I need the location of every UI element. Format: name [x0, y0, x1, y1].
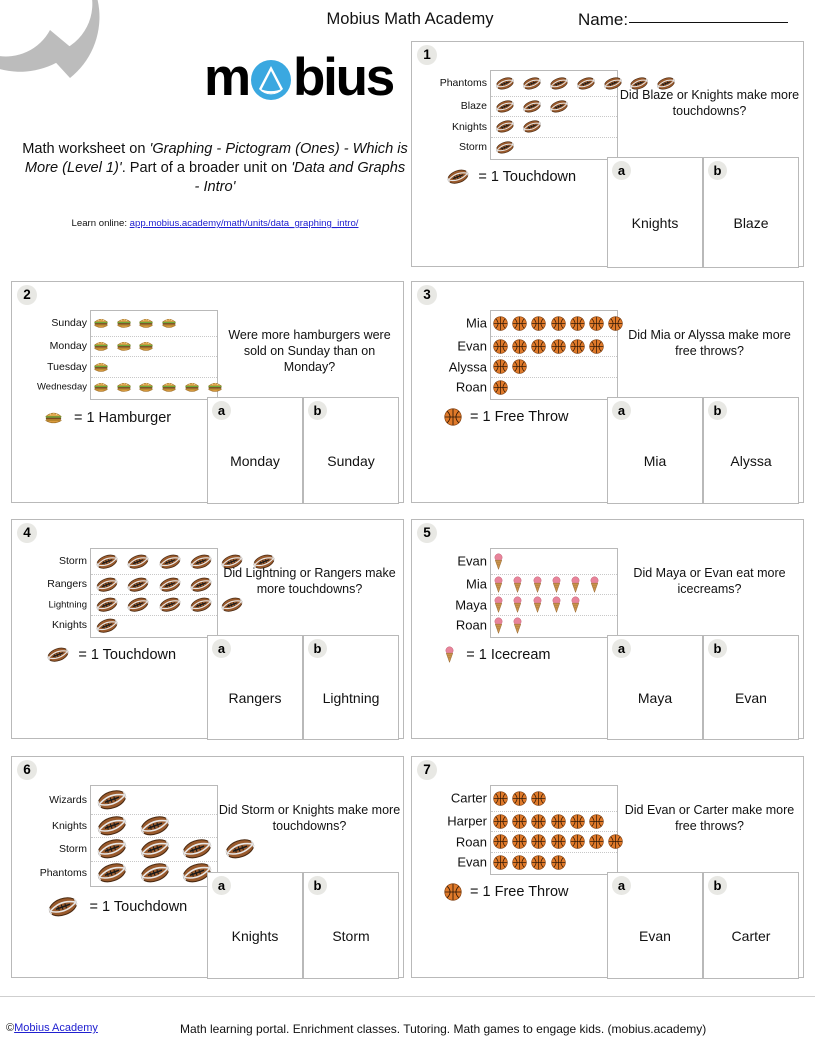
question-card-5	[411, 519, 804, 739]
basketball-icon	[493, 380, 508, 395]
answer-badge-b: b	[708, 161, 727, 180]
answer-option-b[interactable]	[703, 157, 799, 268]
basketball-icon	[512, 791, 527, 806]
pictogram-legend	[44, 895, 187, 919]
answer-badge-a: a	[612, 876, 631, 895]
desc-unit: 'Data and Graphs - Intro'	[194, 160, 406, 195]
basketball-icon	[589, 339, 604, 354]
pictogram-row-label: Wednesday	[37, 381, 87, 393]
basketball-icon	[512, 855, 527, 870]
football-icon	[520, 119, 544, 134]
answer-badge-a: a	[612, 401, 631, 420]
pictogram-row	[460, 96, 617, 117]
pictogram-row	[457, 549, 617, 574]
legend-text: = 1 Touchdown	[89, 898, 188, 915]
answer-option-a[interactable]	[607, 635, 703, 740]
answer-label: Mia	[643, 452, 667, 469]
football-icon	[178, 837, 216, 861]
answer-label: Alyssa	[730, 452, 772, 469]
learn-online-line	[22, 218, 408, 229]
pictogram-row-label: Maya	[455, 597, 487, 613]
pictogram-row-label: Harper	[447, 813, 487, 829]
mobius-drop-icon	[250, 54, 292, 96]
basketball-icon	[493, 855, 508, 870]
answer-option-a[interactable]	[207, 872, 303, 979]
pictogram-icon-group	[91, 575, 217, 595]
pictogram-row	[49, 336, 217, 357]
pictogram-row	[447, 811, 617, 832]
pictogram-icon-group	[91, 549, 217, 574]
question-number-badge: 3	[417, 285, 437, 305]
logo-text-after: bius	[292, 48, 394, 107]
basketball-icon	[493, 791, 508, 806]
football-icon	[493, 140, 517, 155]
question-prompt: Were more hamburgers were sold on Sunday than on Monday?	[228, 328, 391, 374]
basketball-icon	[551, 316, 566, 331]
legend-text: = 1 Free Throw	[470, 884, 569, 900]
hamburger-icon	[161, 315, 177, 331]
hamburger-icon	[116, 379, 132, 395]
icecream-icon	[493, 596, 504, 613]
answer-option-a[interactable]	[207, 397, 303, 504]
basketball-icon	[512, 814, 527, 829]
hamburger-icon	[116, 315, 132, 331]
question-number-badge: 6	[17, 760, 37, 780]
basketball-icon	[512, 834, 527, 849]
pictogram-icon-group	[491, 853, 617, 873]
answer-label: Evan	[639, 927, 671, 944]
basketball-icon	[531, 814, 546, 829]
icecream-icon	[532, 576, 543, 593]
pictogram-row-label: Sunday	[51, 317, 87, 330]
pictogram-row	[455, 594, 617, 615]
pictogram-row-label: Storm	[58, 555, 87, 568]
pictogram-icon-group	[491, 786, 617, 811]
pictogram-icon-group	[91, 838, 217, 861]
football-icon	[493, 119, 517, 134]
football-icon	[93, 814, 131, 838]
basketball-icon	[570, 814, 585, 829]
hamburger-icon	[93, 379, 109, 395]
pictogram-icon-group	[491, 549, 617, 574]
pictogram-row-label: Storm	[58, 843, 87, 856]
pictogram-row	[466, 311, 617, 336]
name-field[interactable]	[578, 10, 788, 30]
answer-label: Maya	[637, 689, 673, 706]
question-card-3	[411, 281, 804, 503]
answer-option-a[interactable]	[607, 397, 703, 504]
pictogram-row-label: Mia	[466, 315, 487, 331]
pictogram-legend	[444, 168, 576, 185]
pictogram-row-label: Evan	[457, 854, 487, 870]
desc-topic: 'Graphing - Pictogram (Ones) - Which is More (Level 1)'	[24, 141, 408, 176]
pictogram-row-label: Knights	[451, 120, 487, 133]
football-icon	[547, 76, 571, 91]
basketball-icon	[531, 855, 546, 870]
pictogram-legend	[44, 408, 171, 427]
legend-text: = 1 Hamburger	[73, 409, 172, 426]
pictogram-icon-group	[491, 575, 617, 595]
football-icon	[93, 596, 121, 613]
football-icon	[520, 99, 544, 114]
pictogram-row	[51, 615, 217, 636]
answer-label: Blaze	[733, 214, 769, 231]
football-icon	[156, 596, 184, 613]
name-blank-line[interactable]	[629, 22, 788, 23]
pictogram-icon-group	[91, 786, 217, 814]
pictogram-row-label: Blaze	[460, 100, 487, 113]
pictogram-row	[51, 311, 217, 336]
pictogram-icon-group	[491, 378, 617, 398]
name-label: Name:	[578, 10, 629, 29]
answer-option-b[interactable]	[303, 872, 399, 979]
pictogram-row	[49, 786, 217, 814]
answer-badge-a: a	[212, 639, 231, 658]
football-icon	[93, 788, 131, 812]
football-icon	[93, 576, 121, 593]
learn-online-link[interactable]: app.mobius.academy/math/units/data_graphing_intro/	[129, 218, 359, 229]
pictogram-row	[451, 116, 617, 137]
pictogram-row	[39, 861, 217, 885]
answer-badge-a: a	[612, 639, 631, 658]
pictogram-row	[455, 377, 617, 398]
question-number-badge: 4	[17, 523, 37, 543]
answer-option-b[interactable]	[703, 872, 799, 979]
pictogram-icon-group	[491, 138, 617, 158]
football-icon	[93, 837, 131, 861]
pictogram-icon-group	[491, 337, 617, 357]
answer-label: Lightning	[322, 689, 380, 706]
hamburger-icon	[138, 379, 154, 395]
pictogram-icon-group	[491, 97, 617, 117]
question-card-2	[11, 281, 404, 503]
pictogram-row-label: Roan	[455, 379, 487, 395]
hamburger-icon	[138, 315, 154, 331]
copyright-symbol: ©	[6, 1022, 15, 1034]
answer-option-b[interactable]	[303, 397, 399, 504]
pictogram-icon-group	[491, 595, 617, 615]
pictogram-row	[458, 137, 617, 158]
pictogram-row	[51, 814, 217, 838]
pictogram-row-label: Roan	[455, 617, 487, 633]
hamburger-icon	[93, 359, 109, 375]
question-number-badge: 7	[417, 760, 437, 780]
basketball-icon	[531, 316, 546, 331]
pictogram-icon-group	[91, 616, 217, 636]
question-number-badge: 2	[17, 285, 37, 305]
pictogram-legend	[444, 646, 550, 663]
football-icon	[547, 99, 571, 114]
football-icon	[520, 76, 544, 91]
pictogram-row	[58, 549, 217, 574]
legend-text: = 1 Touchdown	[478, 168, 577, 185]
desc-middle: . Part of a broader unit on	[121, 160, 292, 176]
pictogram-row-label: Mia	[466, 576, 487, 592]
question-card-6	[11, 756, 404, 978]
basketball-icon	[512, 316, 527, 331]
pictogram-row-label: Phantoms	[439, 77, 487, 90]
football-icon	[136, 861, 174, 885]
pictogram-icon-group	[491, 357, 617, 377]
hamburger-icon	[138, 338, 154, 354]
question-card-7	[411, 756, 804, 978]
football-icon	[574, 76, 598, 91]
worksheet-description	[22, 140, 408, 197]
hamburger-icon	[161, 379, 177, 395]
answer-badge-b: b	[308, 639, 327, 658]
basketball-icon	[551, 834, 566, 849]
answer-label: Sunday	[327, 452, 375, 469]
legend-text: = 1 Free Throw	[470, 409, 569, 425]
football-icon	[93, 553, 121, 570]
pictogram-row	[457, 336, 617, 357]
pictogram-icon-group	[491, 616, 617, 636]
basketball-icon	[589, 834, 604, 849]
answer-label: Carter	[731, 927, 771, 944]
pictogram-row-label: Knights	[51, 819, 87, 832]
question-prompt: Did Maya or Evan eat more icecreams?	[633, 566, 786, 596]
basketball-icon	[531, 791, 546, 806]
pictogram-icon-group	[91, 337, 217, 357]
football-icon	[124, 596, 152, 613]
football-icon	[187, 553, 215, 570]
question-prompt: Did Blaze or Knights make more touchdowns?	[619, 88, 800, 118]
icecream-icon	[532, 596, 543, 613]
icecream-icon	[551, 576, 562, 593]
pictogram-icon-group	[91, 357, 217, 377]
basketball-icon	[551, 855, 566, 870]
basketball-icon	[512, 359, 527, 374]
desc-prefix: Math worksheet on	[22, 141, 150, 157]
answer-badge-b: b	[708, 401, 727, 420]
pictogram-icon-group	[491, 117, 617, 137]
pictogram-chart	[448, 310, 618, 400]
pictogram-row-label: Knights	[51, 619, 87, 632]
pictogram-row	[448, 356, 617, 377]
football-icon	[136, 837, 174, 861]
pictogram-row	[58, 837, 217, 861]
basketball-icon	[608, 834, 623, 849]
learn-label: Learn online:	[71, 218, 130, 229]
pictogram-chart	[447, 785, 618, 875]
basketball-icon	[444, 883, 462, 901]
pictogram-icon-group	[91, 862, 217, 885]
pictogram-row	[47, 356, 217, 377]
answer-option-a[interactable]	[207, 635, 303, 740]
icecream-icon	[512, 596, 523, 613]
pictogram-row-label: Roan	[455, 834, 487, 850]
question-number-badge: 1	[417, 45, 437, 65]
football-icon	[124, 553, 152, 570]
hamburger-icon	[207, 379, 223, 395]
football-icon	[156, 576, 184, 593]
icecream-icon	[512, 617, 523, 634]
answer-label: Knights	[631, 214, 679, 231]
football-icon	[44, 646, 72, 663]
mobius-logo	[204, 48, 404, 108]
answer-option-b[interactable]	[703, 635, 799, 740]
pictogram-icon-group	[491, 812, 617, 832]
answer-option-b[interactable]	[703, 397, 799, 504]
answer-label: Storm	[332, 927, 370, 944]
pictogram-row-label: Wizards	[49, 793, 87, 806]
pictogram-icon-group	[491, 311, 617, 336]
pictogram-row	[466, 574, 617, 595]
football-icon	[187, 576, 215, 593]
question-card-4	[11, 519, 404, 739]
pictogram-row	[455, 831, 617, 852]
question-prompt: Did Storm or Knights make more touchdowns?	[218, 803, 401, 833]
pictogram-icon-group	[491, 832, 617, 852]
basketball-icon	[589, 814, 604, 829]
pictogram-icon-group	[91, 815, 217, 838]
pictogram-row-label: Monday	[49, 340, 87, 353]
pictogram-row	[37, 377, 217, 398]
basketball-icon	[531, 834, 546, 849]
question-card-1	[411, 41, 804, 267]
question-prompt: Did Mia or Alyssa make more free throws?	[628, 328, 791, 358]
pictogram-row-label: Rangers	[47, 578, 87, 591]
pictogram-chart	[439, 70, 618, 160]
answer-option-b[interactable]	[303, 635, 399, 740]
hamburger-icon	[184, 379, 200, 395]
pictogram-legend	[44, 646, 176, 663]
pictogram-chart	[39, 785, 218, 887]
legend-text: = 1 Touchdown	[78, 646, 177, 663]
pictogram-icon-group	[91, 378, 217, 398]
icecream-icon	[589, 576, 600, 593]
basketball-icon	[493, 814, 508, 829]
pictogram-row	[450, 786, 617, 811]
icecream-icon	[493, 576, 504, 593]
pictogram-row-label: Evan	[457, 553, 487, 569]
answer-label: Evan	[735, 689, 767, 706]
footer-tagline: Math learning portal. Enrichment classes. Tutoring. Math games to engage kids. (mobius.academy)	[180, 1022, 707, 1036]
pictogram-icon-group	[91, 311, 217, 336]
academy-title: Mobius Math Academy	[326, 10, 494, 28]
answer-badge-b: b	[708, 876, 727, 895]
basketball-icon	[551, 814, 566, 829]
pictogram-row	[439, 71, 617, 96]
answer-badge-b: b	[308, 401, 327, 420]
football-icon	[44, 895, 82, 919]
pictogram-row-label: Lightning	[48, 599, 87, 611]
answer-label: Monday	[230, 452, 280, 469]
pictogram-row	[457, 852, 617, 873]
pictogram-row-label: Carter	[450, 790, 487, 806]
icecream-icon	[493, 553, 504, 570]
pictogram-row-label: Evan	[457, 338, 487, 354]
question-prompt: Did Lightning or Rangers make more touchdowns?	[223, 566, 396, 596]
logo-text-before: m	[204, 48, 249, 107]
football-icon	[124, 576, 152, 593]
basketball-icon	[444, 408, 462, 426]
footer-divider	[0, 996, 815, 997]
basketball-icon	[570, 339, 585, 354]
basketball-icon	[531, 339, 546, 354]
pictogram-chart	[47, 548, 218, 638]
pictogram-legend	[444, 883, 569, 901]
pictogram-chart	[455, 548, 618, 638]
basketball-icon	[493, 359, 508, 374]
question-prompt: Did Evan or Carter make more free throws?	[624, 803, 795, 833]
pictogram-icon-group	[491, 71, 617, 96]
pictogram-row-label: Phantoms	[39, 866, 87, 879]
football-icon	[493, 76, 517, 91]
basketball-icon	[493, 316, 508, 331]
hamburger-icon	[93, 315, 109, 331]
pictogram-row	[47, 574, 217, 595]
icecream-icon	[570, 576, 581, 593]
pictogram-row-label: Alyssa	[448, 359, 487, 375]
answer-badge-b: b	[708, 639, 727, 658]
pictogram-icon-group	[91, 595, 217, 615]
icecream-icon	[493, 617, 504, 634]
football-icon	[136, 814, 174, 838]
answer-badge-b: b	[308, 876, 327, 895]
pictogram-row-label: Storm	[458, 141, 487, 154]
pictogram-legend	[444, 408, 569, 426]
answer-option-a[interactable]	[607, 872, 703, 979]
basketball-icon	[493, 339, 508, 354]
basketball-icon	[493, 834, 508, 849]
basketball-icon	[570, 834, 585, 849]
football-icon	[221, 837, 259, 861]
icecream-icon	[444, 646, 455, 663]
basketball-icon	[589, 316, 604, 331]
copyright	[6, 1022, 98, 1034]
icecream-icon	[551, 596, 562, 613]
answer-badge-a: a	[612, 161, 631, 180]
hamburger-icon	[44, 408, 63, 427]
basketball-icon	[551, 339, 566, 354]
icecream-icon	[570, 596, 581, 613]
football-icon	[93, 617, 121, 634]
basketball-icon	[570, 316, 585, 331]
icecream-icon	[512, 576, 523, 593]
pictogram-row	[48, 594, 217, 615]
hamburger-icon	[116, 338, 132, 354]
answer-option-a[interactable]	[607, 157, 703, 268]
football-icon	[218, 596, 246, 613]
football-icon	[93, 861, 131, 885]
copyright-link[interactable]: Mobius Academy	[14, 1022, 98, 1034]
basketball-icon	[512, 339, 527, 354]
answer-label: Rangers	[228, 689, 282, 706]
answer-badge-a: a	[212, 876, 231, 895]
answer-label: Knights	[231, 927, 279, 944]
pictogram-chart	[37, 310, 218, 400]
pictogram-row	[455, 615, 617, 636]
answer-badge-a: a	[212, 401, 231, 420]
legend-text: = 1 Icecream	[466, 646, 551, 663]
hamburger-icon	[93, 338, 109, 354]
question-number-badge: 5	[417, 523, 437, 543]
pictogram-row-label: Tuesday	[47, 360, 87, 373]
football-icon	[187, 596, 215, 613]
football-icon	[156, 553, 184, 570]
football-icon	[444, 168, 472, 185]
football-icon	[493, 99, 517, 114]
